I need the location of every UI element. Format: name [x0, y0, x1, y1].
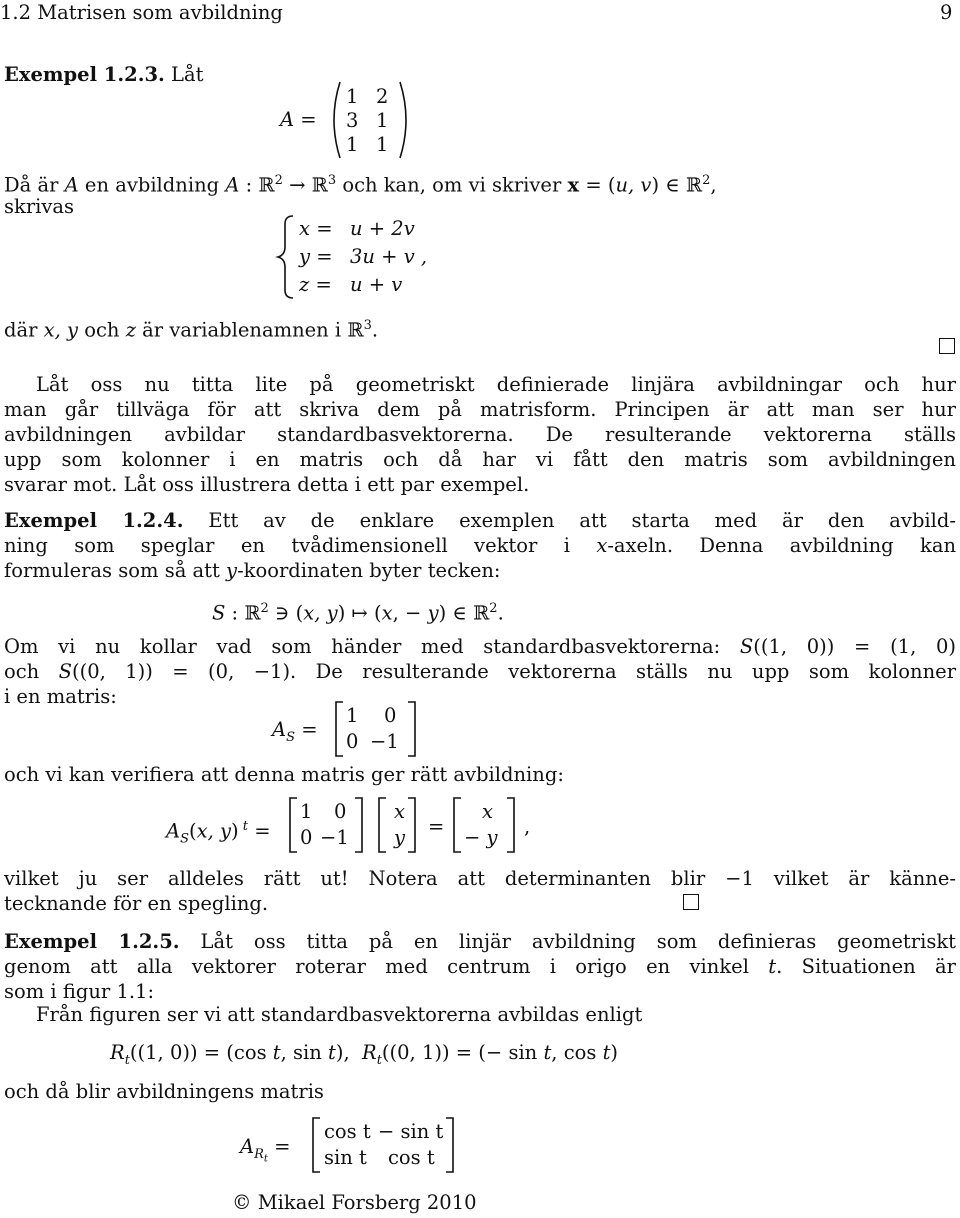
- verify-lhs: $A_S(x$, y) $^t$ =: [166, 819, 271, 847]
- verify-vector-left-bracket: [379, 798, 386, 852]
- verify-equals: =: [428, 815, 445, 838]
- matrix-ar-cell: − sin t: [378, 1120, 444, 1143]
- verify-matrix-right-bracket: [355, 798, 362, 852]
- matrix-a-cell: 3: [346, 109, 359, 132]
- matrix-ar-right-bracket: [446, 1118, 453, 1172]
- example-1-2-4-line: och vi kan verifiera att denna matris ger rätt avbildning:: [4, 763, 564, 786]
- verify-matrix-cell: 0: [334, 800, 347, 823]
- verify-matrix-cell: 0: [300, 826, 313, 849]
- system-lhs: y =: [299, 245, 333, 268]
- matrix-a-cell: 1: [376, 133, 389, 156]
- matrix-a-name: A =: [280, 108, 317, 131]
- verify-matrix-cell: −1: [320, 826, 349, 849]
- paragraph-line: avbildningen avbildar standardbasvektorerna. De resulterande vektorerna ställs: [4, 423, 956, 446]
- example-1-2-5-line: Från figuren ser vi att standardbasvektorerna avbildas enligt: [36, 1003, 643, 1026]
- matrix-a-left-paren: [334, 82, 340, 158]
- verify-matrix-left-bracket: [290, 798, 297, 852]
- verify-vector-cell: x: [394, 800, 405, 823]
- reflection-formula: S : ℝ$^2$ ∋ (x, y) ↦ (x, − y) ∈ ℝ$^2$.: [212, 601, 504, 625]
- example-1-2-3-heading: Exempel 1.2.3. Låt: [4, 63, 204, 86]
- verify-vector-cell: y: [394, 826, 406, 849]
- verify-result-right-bracket: [507, 798, 514, 852]
- verify-matrix-cell: 1: [300, 800, 313, 823]
- rotation-e2: $R_t((0$, 1)) = (− sin t, cos t): [362, 1041, 619, 1068]
- system-lhs: z =: [299, 273, 332, 296]
- paragraph-line: upp som kolonner i en matris och då har vi fått den matris som avbildningen: [4, 448, 956, 471]
- verify-comma: ,: [524, 815, 531, 838]
- paragraph-line: Låt oss nu titta lite på geometriskt definierade linjära avbildningar och hur: [36, 373, 956, 396]
- example-1-2-5-line: Exempel 1.2.5. Låt oss titta på en linjär avbildning som definieras geometriskt: [4, 930, 956, 953]
- system-rhs: 3u + v ,: [350, 245, 428, 268]
- verify-result-cell: − y: [464, 826, 498, 849]
- matrix-a-right-paren: [400, 82, 406, 158]
- matrix-ar-cell: sin t: [324, 1146, 367, 1169]
- matrix-a-cell: 1: [346, 133, 359, 156]
- matrix-a-cell: 1: [376, 109, 389, 132]
- system-lhs: x =: [299, 217, 333, 240]
- example-1-2-4-line: tecknande för en spegling.: [4, 892, 269, 915]
- example-1-2-4-line: och S((0, 1)) = (0, −1). De resulterande vektorerna ställs nu upp som kolonner: [4, 660, 957, 683]
- verify-result-cell: x: [482, 800, 493, 823]
- matrix-ar-cell: cos t: [388, 1146, 435, 1169]
- matrix-as-right-bracket: [408, 702, 415, 756]
- example-1-2-4-line: Om vi nu kollar vad som händer med standardbasvektorerna: S((1, 0)) = (1, 0): [4, 635, 956, 658]
- system-brace: [278, 216, 293, 298]
- example-1-2-4-line: vilket ju ser alldeles rätt ut! Notera att determinanten blir −1 vilket är känne-: [4, 867, 956, 890]
- example-1-2-5-line: och då blir avbildningens matris: [4, 1080, 324, 1103]
- rotation-e1: $R_t((1$, 0)) = (cos t, sin t),: [110, 1041, 350, 1068]
- matrix-a-cell: 1: [346, 85, 359, 108]
- example-1-2-4-line: formuleras som så att y-koordinaten byter tecken:: [4, 559, 501, 582]
- example-1-2-5-line: genom att alla vektorer roterar med centrum i origo en vinkel t. Situationen är: [4, 955, 956, 978]
- skrivas-line: skrivas: [4, 195, 75, 218]
- system-rhs: u + 2v: [350, 217, 415, 240]
- example-1-2-4-line: ning som speglar en tvådimensionell vektor i x-axeln. Denna avbildning kan: [4, 534, 957, 557]
- paragraph-line: svarar mot. Låt oss illustrera detta i ett par exempel.: [4, 473, 530, 496]
- matrix-as-cell: −1: [370, 730, 399, 753]
- matrix-ar-cell: cos t: [324, 1120, 371, 1143]
- matrix-ar-left-bracket: [313, 1118, 320, 1172]
- matrix-a-cell: 2: [376, 85, 389, 108]
- paragraph-line: man går tillväga för att skriva dem på matrisform. Principen är att man ser hur: [4, 398, 956, 421]
- example-1-2-4-line: Exempel 1.2.4. Ett av de enklare exemplen att starta med är den avbild-: [4, 509, 956, 532]
- variables-line: där x, y och z är variablenamnen i ℝ$^3$.: [4, 318, 379, 342]
- copyright-footer: © Mikael Forsberg 2010: [232, 1191, 477, 1214]
- matrix-as-left-bracket: [336, 702, 343, 756]
- section-header: 1.2 Matrisen som avbildning: [0, 1, 283, 24]
- matrix-as-cell: 0: [384, 704, 397, 727]
- page-number: 9: [940, 1, 953, 24]
- mapping-line: Då är A en avbildning A : ℝ$^2$ → ℝ$^3$ och kan, om vi skriver x = (u, v) ∈ ℝ$^2$,: [4, 173, 717, 197]
- example-1-2-4-line: i en matris:: [4, 685, 117, 708]
- matrix-as-name: $A_S$ =: [272, 718, 318, 745]
- verify-result-left-bracket: [454, 798, 461, 852]
- matrix-ar-name: $A_{R_t}$ =: [240, 1135, 291, 1165]
- system-rhs: u + v: [350, 273, 403, 296]
- verify-vector-right-bracket: [408, 798, 415, 852]
- matrix-as-cell: 1: [346, 704, 359, 727]
- example-1-2-5-line: som i figur 1.1:: [4, 980, 155, 1003]
- matrix-as-cell: 0: [346, 730, 359, 753]
